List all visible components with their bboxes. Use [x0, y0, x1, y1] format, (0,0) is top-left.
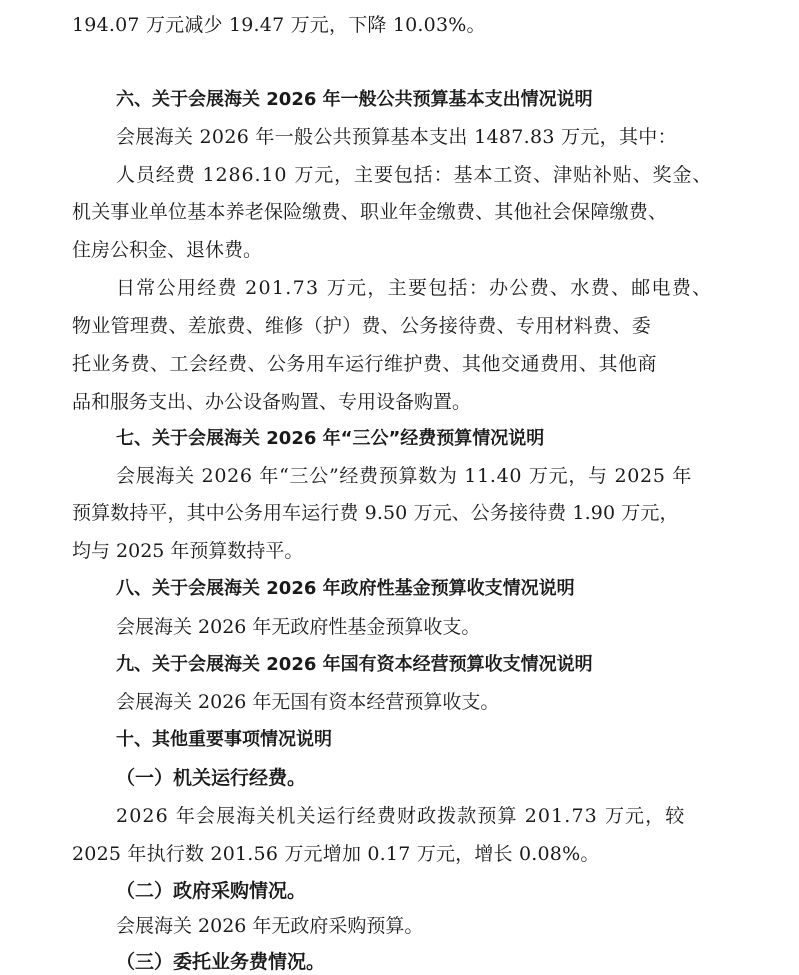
subsection-heading-3: （三）委托业务费情况。 — [116, 951, 326, 973]
paragraph-line: 人员经费 1286.10 万元，主要包括：基本工资、津贴补贴、奖金、 — [116, 164, 713, 186]
paragraph-line: 均与 2025 年预算数持平。 — [72, 540, 304, 562]
paragraph-line: 2025 年执行数 201.56 万元增加 0.17 万元，增长 0.08%。 — [72, 843, 600, 865]
paragraph-line: 住房公积金、退休费。 — [72, 239, 263, 261]
subsection-heading-1: （一）机关运行经费。 — [116, 767, 307, 789]
paragraph-line: 机关事业单位基本养老保险缴费、职业年金缴费、其他社会保障缴费、 — [72, 201, 668, 223]
paragraph-line: 预算数持平，其中公务用车运行费 9.50 万元、公务接待费 1.90 万元， — [72, 502, 679, 524]
paragraph-line: 托业务费、工会经费、公务用车运行维护费、其他交通费用、其他商 — [72, 353, 658, 375]
paragraph-line: 会展海关 2026 年“三公”经费预算数为 11.40 万元，与 2025 年 — [116, 465, 693, 487]
paragraph-line: 会展海关 2026 年无政府采购预算。 — [116, 915, 424, 937]
paragraph-line: 194.07 万元减少 19.47 万元，下降 10.03%。 — [72, 14, 486, 36]
paragraph-line: 会展海关 2026 年一般公共预算基本支出 1487.83 万元，其中： — [116, 126, 677, 148]
paragraph-line: 2026 年会展海关机关运行经费财政拨款预算 201.73 万元，较 — [116, 805, 686, 827]
paragraph-line: 品和服务支出、办公设备购置、专用设备购置。 — [72, 391, 472, 413]
section-heading-7: 七、关于会展海关 2026 年“三公”经费预算情况说明 — [116, 428, 545, 449]
paragraph-line: 物业管理费、差旅费、维修（护）费、公务接待费、专用材料费、委 — [72, 315, 652, 337]
paragraph-line: 会展海关 2026 年无政府性基金预算收支。 — [116, 616, 481, 638]
paragraph-line: 会展海关 2026 年无国有资本经营预算收支。 — [116, 691, 500, 713]
section-heading-8: 八、关于会展海关 2026 年政府性基金预算收支情况说明 — [116, 578, 575, 599]
section-heading-10: 十、其他重要事项情况说明 — [116, 729, 332, 750]
section-heading-9: 九、关于会展海关 2026 年国有资本经营预算收支情况说明 — [116, 654, 593, 675]
subsection-heading-2: （二）政府采购情况。 — [116, 880, 307, 902]
section-heading-6: 六、关于会展海关 2026 年一般公共预算基本支出情况说明 — [116, 89, 593, 110]
paragraph-line: 日常公用经费 201.73 万元，主要包括：办公费、水费、邮电费、 — [116, 277, 713, 299]
